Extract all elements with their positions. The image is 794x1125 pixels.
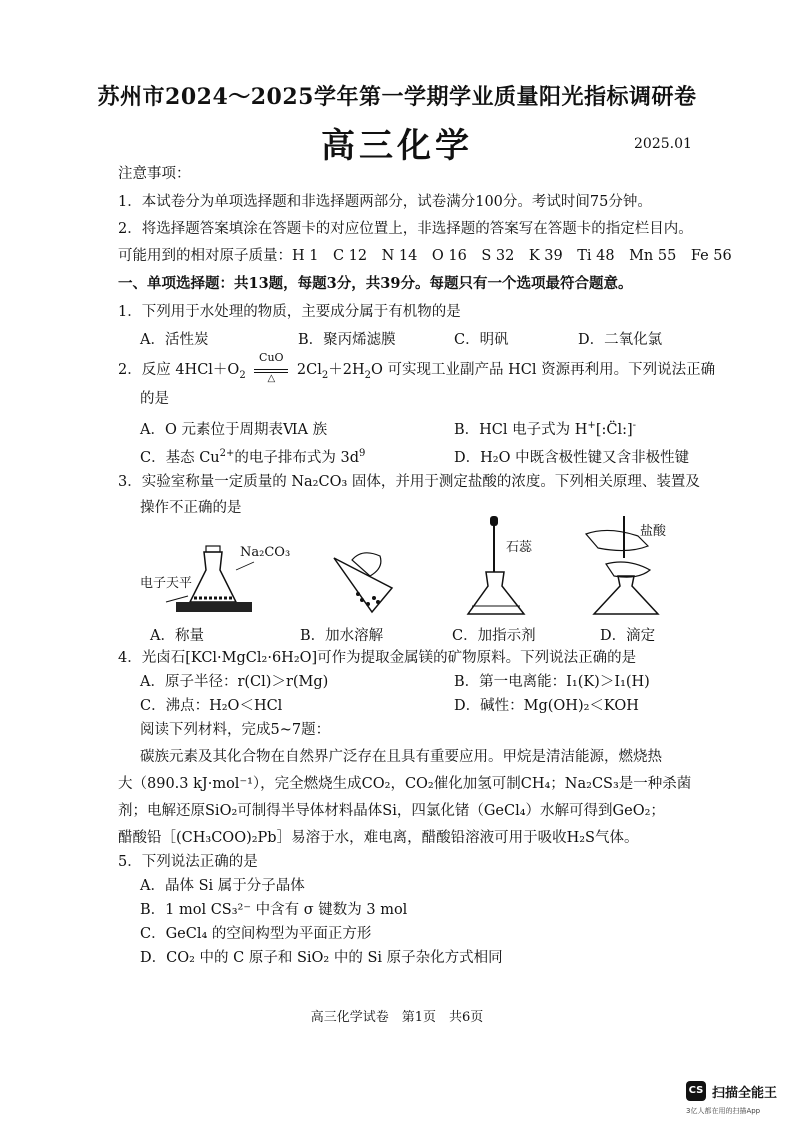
- camscanner-name: 扫描全能王: [712, 1086, 778, 1101]
- q3-stem-line1: 3．实验室称量一定质量的 Na₂CO₃ 固体，并用于测定盐酸的浓度。下列相关原理、装置及: [118, 474, 700, 490]
- reading-line-1: 碳族元素及其化合物在自然界广泛存在且具有重要应用。甲烷是清洁能源，燃烧热: [140, 749, 662, 765]
- note-item-1: 1．本试卷分为单项选择题和非选择题两部分，试卷满分100分。考试时间75分钟。: [118, 194, 652, 210]
- camscanner-tagline: 3亿人都在用的扫描App: [686, 1107, 761, 1115]
- q4-option-b: B．第一电离能：I₁(K)＞I₁(H): [454, 674, 650, 690]
- heat-symbol: △: [267, 373, 276, 384]
- catalyst-label: CuO: [259, 351, 284, 364]
- q2-option-a: A．O 元素位于周期表ⅥA 族: [140, 422, 328, 438]
- section-heading: 一、单项选择题：共13题，每题3分，共39分。每题只有一个选项最符合题意。: [118, 275, 633, 292]
- reading-line-4: 醋酸铅［(CH₃COO)₂Pb］易溶于水，难电离，醋酸铅溶液可用于吸收H₂S气体。: [118, 830, 639, 846]
- electron-formula: H+[:C̈l:]-: [574, 420, 637, 438]
- q2-stem-pre: 2．反应 4HCl＋O: [118, 362, 240, 378]
- q4-option-c: C．沸点：H₂O＜HCl: [140, 698, 283, 714]
- q2-option-b: [454, 418, 636, 439]
- figure-dissolve: [322, 548, 402, 618]
- q2-stem-post: 可实现工业副产品 HCl 资源再利用。下列说法正确: [387, 362, 716, 378]
- exam-date: 2025.01: [634, 136, 692, 152]
- exam-title: 苏州市2024～2025学年第一学期学业质量阳光指标调研卷: [97, 84, 697, 110]
- subject-title: 高三化学: [321, 126, 473, 166]
- q2-option-b-label: B．HCl 电子式为: [454, 422, 571, 438]
- q3-option-a: A．称量: [150, 628, 204, 644]
- q5-stem: 5．下列说法正确的是: [118, 854, 258, 870]
- label-litmus: 石蕊: [506, 540, 533, 555]
- notes-heading: 注意事项：: [118, 166, 191, 182]
- q2-stem-line2: 的是: [140, 391, 169, 407]
- q5-option-b: B．1 mol CS₃²⁻ 中含有 σ 键数为 3 mol: [140, 902, 408, 918]
- q2-stem-mid: 2Cl: [296, 362, 322, 378]
- q3-option-d: D．滴定: [600, 628, 656, 644]
- q5-option-c: C．GeCl₄ 的空间构型为平面正方形: [140, 926, 372, 942]
- q1-stem: 1．下列用于水处理的物质，主要成分属于有机物的是: [118, 304, 461, 320]
- label-balance: 电子天平: [140, 576, 193, 591]
- q1-option-d: D．二氧化氯: [578, 332, 663, 348]
- note-item-2: 2．将选择题答案填涂在答题卡的对应位置上，非选择题的答案写在答题卡的指定栏目内。: [118, 221, 693, 237]
- label-na2co3: Na₂CO₃: [240, 545, 291, 560]
- q1-option-b: B．聚丙烯滤膜: [298, 332, 396, 348]
- q3-option-c: C．加指示剂: [452, 628, 536, 644]
- q4-option-d: D．碱性：Mg(OH)₂＜KOH: [454, 698, 639, 714]
- reading-intro: 阅读下列材料，完成5~7题：: [140, 722, 331, 738]
- label-hcl: 盐酸: [640, 524, 667, 539]
- figure-titration: [578, 514, 688, 618]
- q2-stem: 2．反应 $4HCl+O_2$ CuO △ $2Cl_2+2H_2O$ 可实现工业副产品 HCl 资源再利用。下列说法正确: [118, 351, 716, 384]
- q1-option-c: C．明矾: [454, 332, 509, 348]
- reading-line-2: 大（890.3 kJ·mol⁻¹），完全燃烧生成CO₂，CO₂催化加氢可制CH₄；Na₂CS₃是一种杀菌: [118, 776, 692, 792]
- q2-option-c: C．基态 $Cu^{2+}$的电子排布式为 $3d^9$: [140, 448, 366, 466]
- q4-option-a: A．原子半径：r(Cl)＞r(Mg): [140, 674, 329, 690]
- page-footer: 高三化学试卷 第1页 共6页: [310, 1010, 484, 1025]
- figure-indicator: [466, 514, 536, 618]
- q2-option-c-post: 的电子排布式为 3d: [234, 450, 360, 466]
- q5-option-d: D．CO₂ 中的 C 原子和 SiO₂ 中的 Si 原子杂化方式相同: [140, 950, 503, 966]
- q2-option-c-pre: C．基态 Cu: [140, 450, 220, 466]
- reading-line-3: 剂；电解还原SiO₂可制得半导体材料晶体Si，四氯化锗（GeCl₄）水解可得到GeO₂；: [118, 803, 665, 819]
- atomic-masses: 可能用到的相对原子质量：H 1 C 12 N 14 O 16 S 32 K 39 Ti 48 Mn 55 Fe 56: [118, 248, 732, 264]
- camscanner-logo-icon: CS: [686, 1081, 706, 1101]
- q3-stem-line2: 操作不正确的是: [140, 500, 242, 516]
- reaction-arrow: [254, 351, 288, 384]
- q5-option-a: A．晶体 Si 属于分子晶体: [140, 878, 305, 894]
- q1-option-a: A．活性炭: [140, 332, 209, 348]
- q3-option-b: B．加水溶解: [300, 628, 384, 644]
- q2-option-d: D．H₂O 中既含极性键又含非极性键: [454, 450, 690, 466]
- q4-stem: 4．光卤石[KCl·MgCl₂·6H₂O]可作为提取金属镁的矿物原料。下列说法正确的是: [118, 650, 637, 666]
